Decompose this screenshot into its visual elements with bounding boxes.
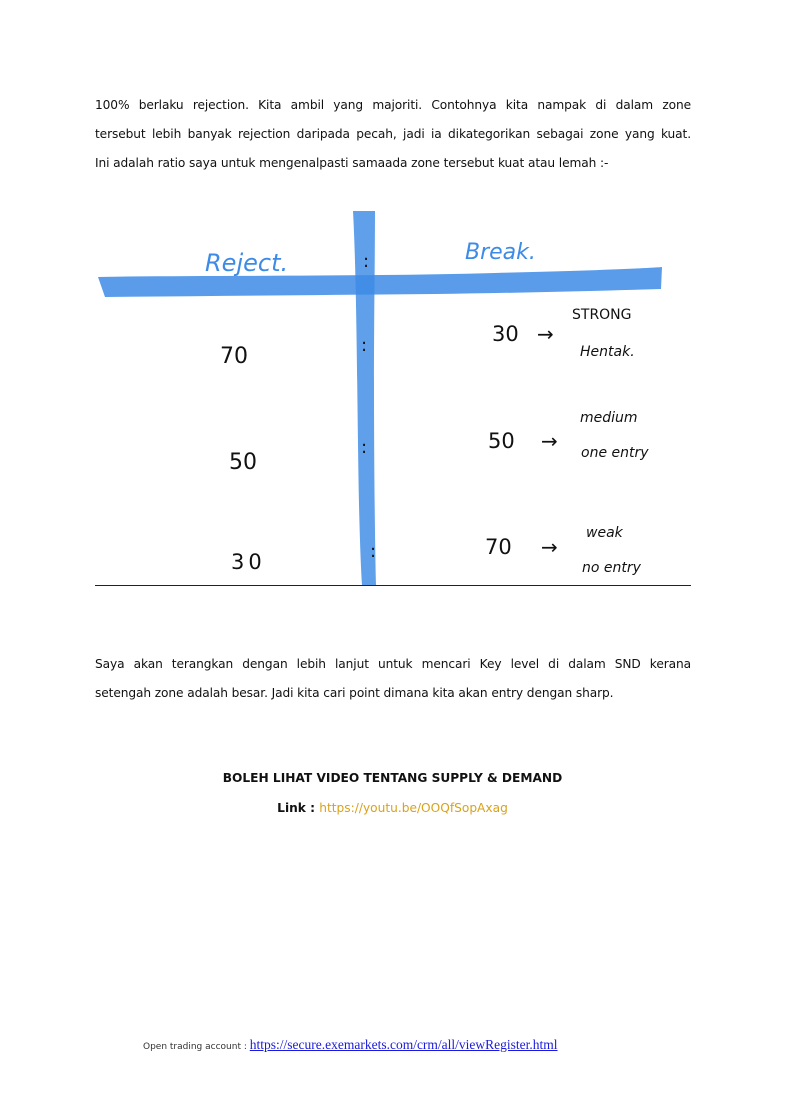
row3-colon: :: [370, 541, 377, 562]
row3-note-line1: weak: [586, 525, 623, 541]
section-divider: [95, 585, 691, 586]
header-colon: :: [363, 251, 370, 272]
row2-reject-value: 50: [229, 450, 257, 475]
intro-line-1: 100% berlaku rejection. Kita ambil yang majoriti. Contohnya kita nampak di dalam zone: [95, 98, 691, 112]
register-account-link[interactable]: https://secure.exemarkets.com/crm/all/viewRegister.html: [249, 1037, 558, 1052]
intro-paragraph: [95, 91, 691, 178]
row3-note-line2: no entry: [582, 560, 641, 576]
row1-note-line1: STRONG: [572, 307, 632, 323]
break-header: Break.: [465, 240, 536, 265]
row1-reject-value: 70: [220, 344, 248, 369]
explanation-line-2: setengah zone adalah besar. Jadi kita cari point dimana kita akan entry dengan sharp.: [95, 686, 614, 700]
row3-arrow-icon: →: [541, 535, 558, 559]
row2-note-line2: one entry: [581, 445, 649, 461]
row1-break-value: 30: [492, 322, 519, 346]
youtube-link[interactable]: https://youtu.be/OOQfSopAxag: [319, 801, 508, 815]
row1-colon: :: [361, 335, 368, 356]
horizontal-marker-stroke: [98, 267, 662, 297]
row3-reject-value: 30: [231, 550, 266, 574]
reject-header: Reject.: [205, 249, 289, 277]
intro-line-2: tersebut lebih banyak rejection daripada pecah, jadi ia dikategorikan sebagai zone yang kuat.: [95, 127, 691, 141]
row2-colon: :: [361, 437, 368, 458]
row3-break-value: 70: [485, 535, 512, 559]
row2-note-line1: medium: [580, 410, 638, 426]
explanation-paragraph: [95, 650, 691, 708]
video-link-line: [0, 801, 785, 815]
intro-line-3: Ini adalah ratio saya untuk mengenalpasti samaada zone tersebut kuat atau lemah :-: [95, 156, 609, 170]
row1-note-line2: Hentak.: [580, 344, 635, 360]
video-link-label: Link :: [277, 801, 320, 815]
footer: [143, 1037, 558, 1053]
footer-label: Open trading account :: [143, 1042, 250, 1052]
row2-arrow-icon: →: [541, 429, 558, 453]
row2-break-value: 50: [488, 429, 515, 453]
video-heading: BOLEH LIHAT VIDEO TENTANG SUPPLY & DEMAND: [222, 771, 563, 785]
explanation-line-1: Saya akan terangkan dengan lebih lanjut untuk mencari Key level di dalam SND kerana: [95, 657, 691, 671]
ratio-sketch-image: [95, 205, 691, 587]
row1-arrow-icon: →: [537, 322, 554, 346]
